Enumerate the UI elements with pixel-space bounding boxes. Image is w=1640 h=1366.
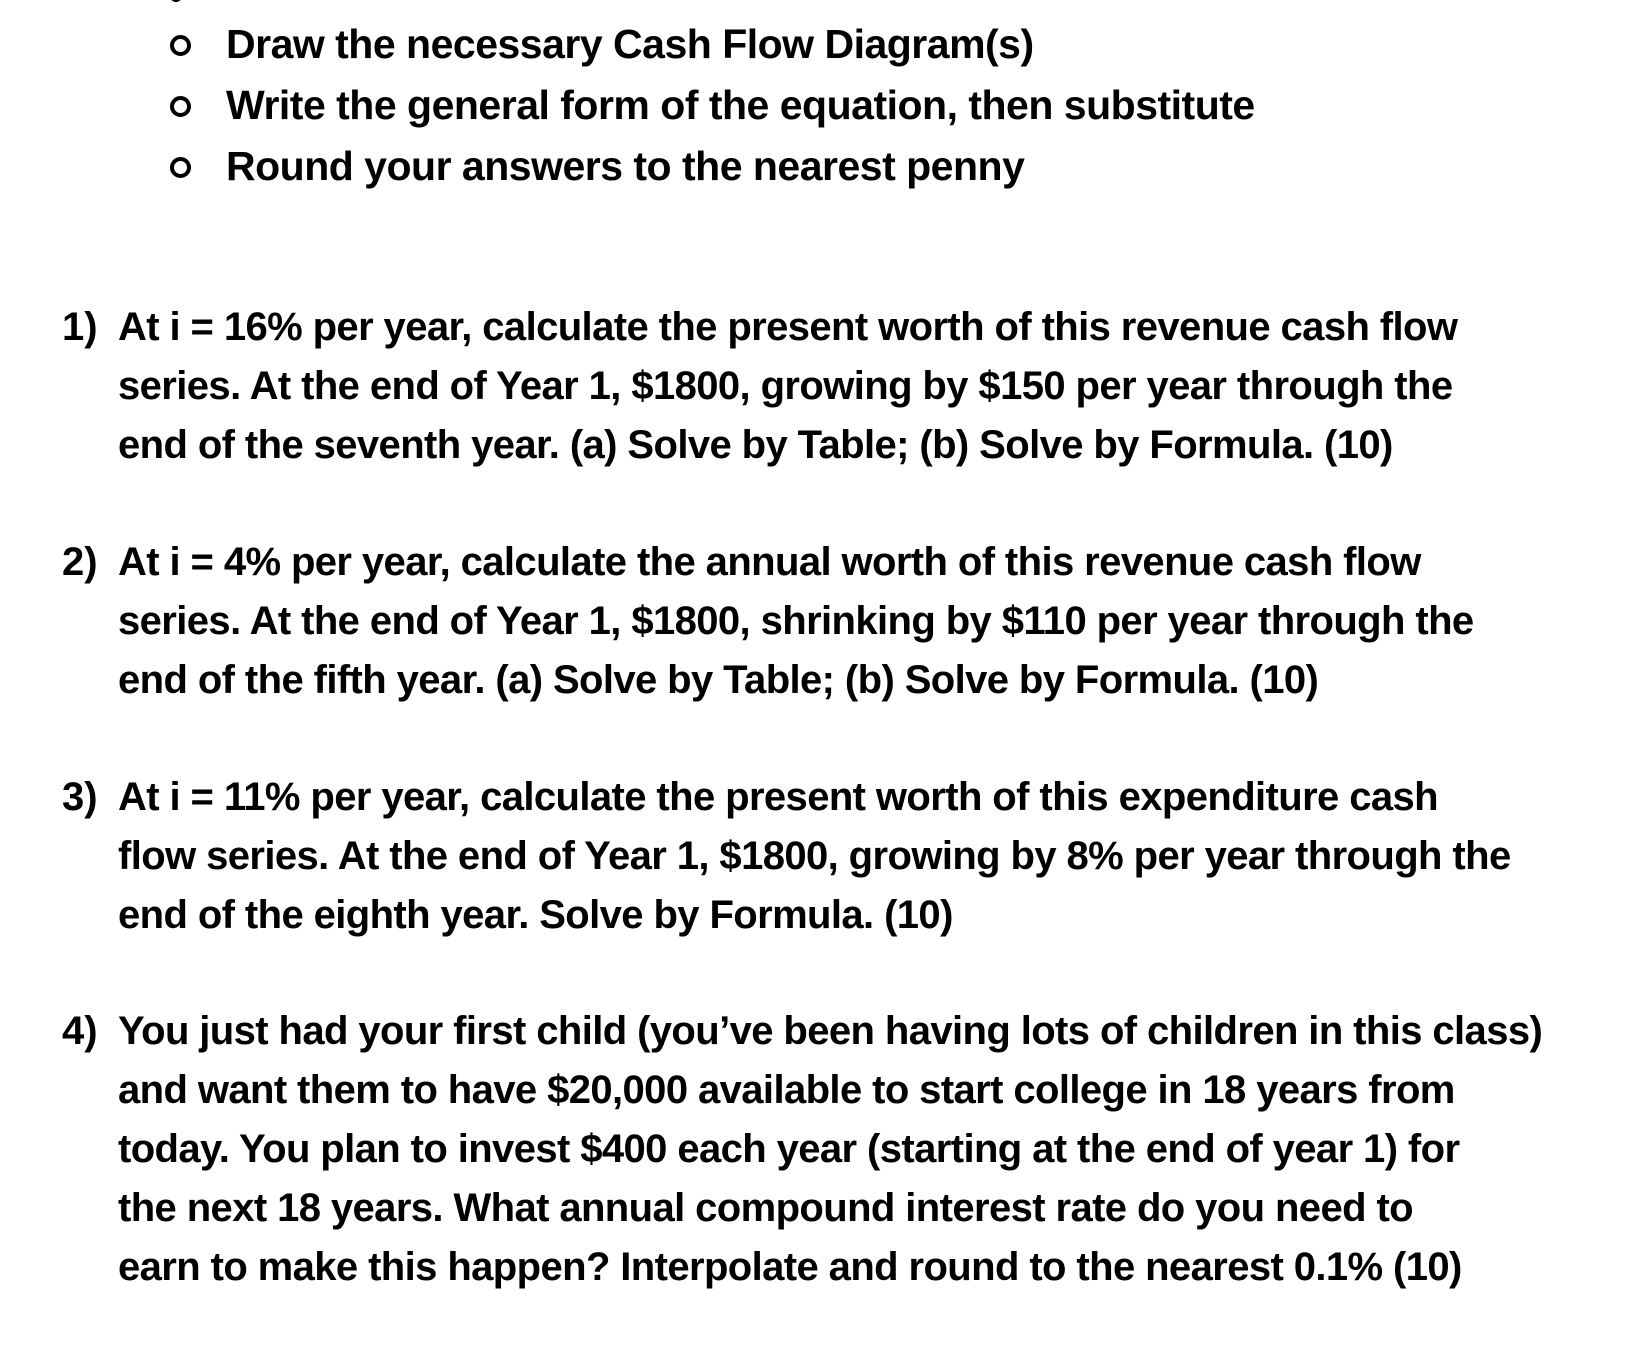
question-line: end of the eighth year. Solve by Formula. (10) — [118, 893, 953, 937]
question-line: today. You plan to invest $400 each year (starting at the end of year 1) for — [118, 1127, 1460, 1171]
instruction-text: Write the general form of the equation, then substitute — [226, 82, 1255, 128]
question-number: 3) — [62, 775, 98, 819]
question-line: At i = 16% per year, calculate the present worth of this revenue cash flow — [118, 305, 1458, 349]
cropped-bullet-mark — [170, 0, 182, 2]
question-line: earn to make this happen? Interpolate and round to the nearest 0.1% (10) — [118, 1245, 1462, 1289]
question-line: At i = 4% per year, calculate the annual worth of this revenue cash flow — [118, 540, 1421, 584]
question-line: series. At the end of Year 1, $1800, shrinking by $110 per year through the — [118, 599, 1474, 643]
question-line: At i = 11% per year, calculate the present worth of this expenditure cash — [118, 775, 1438, 819]
question-line: end of the fifth year. (a) Solve by Table; (b) Solve by Formula. (10) — [118, 658, 1319, 702]
question-number: 4) — [62, 1009, 98, 1053]
question-line: You just had your first child (you’ve been having lots of children in this class) — [118, 1009, 1543, 1053]
question-number: 2) — [62, 540, 98, 584]
question-line: end of the seventh year. (a) Solve by Table; (b) Solve by Formula. (10) — [118, 423, 1393, 467]
instruction-text: Round your answers to the nearest penny — [226, 143, 1025, 189]
circle-bullet-icon — [170, 157, 191, 178]
circle-bullet-icon — [170, 96, 191, 117]
question-number: 1) — [62, 305, 98, 349]
question-line: and want them to have $20,000 available to start college in 18 years from — [118, 1068, 1455, 1112]
question-line: flow series. At the end of Year 1, $1800, growing by 8% per year through the — [118, 834, 1511, 878]
instruction-text: Draw the necessary Cash Flow Diagram(s) — [226, 21, 1034, 67]
question-line: series. At the end of Year 1, $1800, growing by $150 per year through the — [118, 364, 1453, 408]
circle-bullet-icon — [170, 35, 191, 56]
question-line: the next 18 years. What annual compound interest rate do you need to — [118, 1186, 1414, 1230]
